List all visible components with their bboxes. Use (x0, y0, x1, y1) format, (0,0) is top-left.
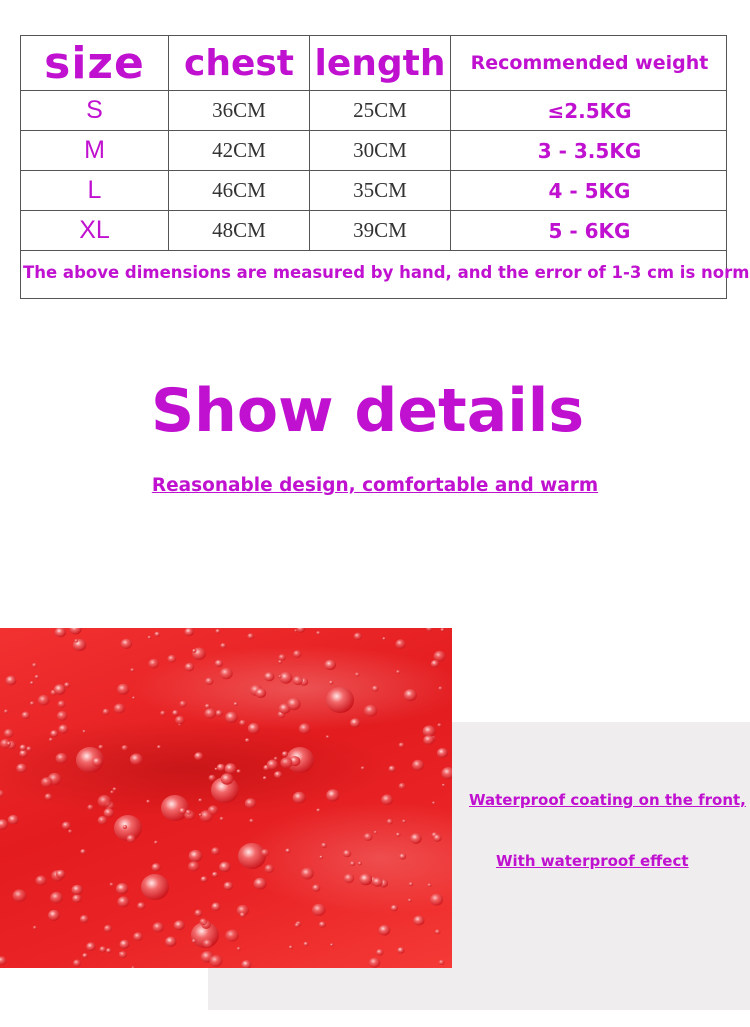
water-drop (423, 726, 436, 737)
water-drop (299, 723, 311, 734)
cell-size (21, 131, 169, 170)
weight-value: 4 - 5KG (548, 178, 631, 203)
water-drop (219, 862, 231, 872)
water-drop (361, 766, 365, 770)
water-drop (26, 746, 32, 751)
water-drop (402, 820, 406, 824)
water-drop (220, 817, 224, 821)
water-drop (200, 918, 208, 925)
table-row (21, 211, 726, 251)
size-value: S (86, 96, 103, 124)
water-drop (153, 922, 164, 932)
water-drop (130, 668, 134, 672)
water-drop (216, 629, 221, 633)
water-drop (116, 883, 128, 894)
weight-value: 5 - 6KG (548, 218, 631, 243)
water-drop (211, 847, 220, 855)
water-drop (133, 932, 143, 941)
measurement-note-row (21, 251, 750, 298)
header-size (21, 36, 169, 90)
water-drop (225, 930, 239, 942)
water-drop (41, 777, 52, 787)
water-drop (185, 663, 194, 671)
water-drop (399, 783, 406, 789)
water-drop (30, 681, 34, 685)
water-drop (113, 787, 117, 791)
water-drop (382, 637, 385, 640)
water-drop (237, 947, 241, 951)
water-drop (86, 942, 95, 951)
water-drop (293, 792, 306, 804)
water-drop (239, 720, 246, 726)
water-drop (127, 835, 136, 843)
water-drop (410, 833, 422, 844)
water-drop (72, 894, 81, 902)
water-drop (397, 947, 404, 953)
water-drop (110, 791, 114, 794)
cell-length (310, 91, 451, 130)
water-drop (321, 843, 327, 848)
water-drop (389, 766, 396, 772)
water-drop (399, 743, 405, 748)
water-drop (54, 684, 66, 695)
water-drop (304, 942, 309, 947)
water-drop (225, 763, 237, 774)
water-drop (22, 712, 30, 720)
cell-chest (169, 131, 310, 170)
water-drop (212, 872, 218, 877)
water-drop (167, 655, 176, 663)
water-drop (68, 830, 72, 834)
water-drop (374, 831, 377, 834)
water-drop (154, 841, 158, 845)
water-drop (437, 723, 441, 727)
water-drop (289, 946, 293, 950)
waterproof-fabric-image (0, 628, 452, 968)
water-drop (428, 883, 432, 887)
water-drop (408, 899, 412, 902)
water-drop (241, 960, 251, 968)
water-drop (123, 825, 127, 829)
water-drop (0, 790, 4, 797)
water-drop (364, 705, 377, 717)
size-value: M (84, 136, 105, 164)
water-drop (73, 960, 81, 967)
water-drop (369, 958, 380, 968)
cell-weight (451, 131, 728, 170)
water-drop (194, 910, 202, 917)
water-drop (148, 659, 159, 669)
water-drop (220, 668, 233, 680)
water-drop (45, 793, 53, 800)
water-drop (199, 813, 202, 816)
water-drop (395, 639, 405, 648)
water-drop (437, 748, 448, 758)
water-drop (201, 876, 208, 882)
water-drop (87, 805, 93, 811)
water-drop (117, 896, 129, 907)
water-drop (319, 856, 323, 859)
header-size-text: size (44, 37, 145, 89)
water-drop (354, 633, 362, 640)
water-drop (175, 716, 185, 725)
water-drop (316, 631, 320, 635)
water-drop (350, 861, 355, 866)
water-drop (264, 672, 274, 681)
chest-value: 46CM (212, 178, 266, 202)
water-drop (359, 874, 372, 886)
water-drop (293, 650, 301, 658)
water-drop (165, 937, 176, 947)
water-drop (220, 643, 226, 648)
water-drop (247, 633, 254, 639)
water-drop (387, 819, 393, 825)
water-drop (442, 784, 445, 787)
water-drop (146, 800, 150, 803)
water-drop (80, 915, 89, 923)
water-drop (278, 660, 282, 664)
water-drop (192, 939, 197, 943)
water-drop (261, 849, 269, 857)
water-drop (152, 863, 161, 871)
water-drop (50, 730, 58, 737)
water-drop (326, 789, 339, 801)
water-drop (8, 815, 19, 825)
water-drop (179, 701, 186, 708)
water-drop (49, 738, 53, 742)
length-value: 25CM (353, 98, 407, 122)
water-drop (432, 801, 435, 804)
water-drop (312, 884, 320, 891)
water-drop (122, 745, 129, 751)
details-subtitle: Reasonable design, comfortable and warm (151, 475, 599, 496)
water-drop (104, 925, 112, 932)
water-drop (442, 767, 453, 779)
water-drop (439, 960, 445, 965)
water-drop (33, 926, 37, 930)
water-drop (267, 760, 278, 770)
water-drop (221, 773, 234, 784)
water-drop (194, 752, 203, 760)
water-drop (0, 956, 7, 965)
water-drop (99, 946, 106, 952)
water-drop (137, 902, 145, 909)
water-drop (211, 903, 220, 911)
water-drop (192, 649, 196, 653)
length-value: 39CM (353, 218, 407, 242)
water-drop (217, 764, 225, 771)
water-drop (399, 853, 406, 859)
water-drop (295, 923, 300, 928)
cell-chest (169, 91, 310, 130)
water-droplets (0, 628, 452, 968)
water-drop (245, 798, 256, 808)
cell-length (310, 131, 451, 170)
cell-weight (451, 91, 728, 130)
water-drop (376, 949, 383, 956)
water-drop (287, 698, 301, 710)
water-drop (343, 850, 351, 858)
water-drop (249, 819, 253, 823)
water-drop (6, 676, 17, 686)
water-drop (434, 651, 446, 662)
water-drop (198, 799, 202, 802)
water-drop (154, 632, 160, 637)
water-drop (56, 870, 65, 879)
water-drop (234, 702, 238, 706)
water-drop (245, 738, 250, 742)
header-length-text: length (314, 42, 446, 84)
water-drop (117, 684, 129, 695)
size-value: XL (79, 216, 110, 244)
measurement-note: The above dimensions are measured by hand, and the error of 1-3 cm is norm (23, 263, 750, 282)
water-drop (364, 833, 373, 841)
water-drop (82, 953, 88, 958)
cell-weight (451, 211, 728, 250)
water-drop (4, 729, 14, 738)
water-drop (301, 868, 314, 880)
water-drop (423, 735, 434, 745)
water-drop (274, 771, 282, 778)
water-drop (48, 910, 60, 921)
water-drop (274, 757, 278, 761)
water-drop (58, 725, 68, 734)
water-drop (441, 628, 445, 632)
water-drop (74, 639, 78, 643)
water-drop (7, 742, 12, 746)
water-drop (248, 723, 260, 734)
cell-size (21, 91, 169, 130)
cell-chest (169, 171, 310, 210)
water-drop (215, 660, 223, 667)
water-drop (98, 795, 112, 807)
water-drop (120, 940, 130, 949)
water-drop (240, 912, 246, 917)
water-drop (141, 874, 169, 900)
water-drop (293, 676, 303, 685)
water-drop (208, 805, 218, 814)
water-drop (282, 751, 288, 757)
water-drop (70, 628, 82, 635)
water-drop (172, 710, 178, 716)
water-drop (185, 628, 194, 636)
water-drop (13, 889, 27, 902)
water-drop (278, 654, 285, 661)
water-drop (186, 810, 192, 815)
water-drop (326, 687, 354, 713)
water-drop (114, 704, 125, 714)
size-table (20, 35, 750, 299)
water-drop (98, 745, 103, 750)
water-drop (83, 730, 86, 733)
water-drop (215, 710, 222, 717)
water-drop (38, 695, 50, 706)
water-drop (160, 711, 166, 716)
water-drop (329, 681, 333, 685)
water-drop (413, 916, 424, 926)
water-drop (312, 904, 326, 916)
water-drop (297, 628, 305, 633)
water-drop (438, 686, 442, 690)
water-drop (205, 704, 210, 709)
water-drop (263, 776, 267, 780)
cell-weight (451, 171, 728, 210)
cell-length (310, 171, 451, 210)
water-drop (119, 951, 127, 958)
water-drop (104, 808, 114, 817)
length-value: 30CM (353, 138, 407, 162)
water-drop (285, 848, 290, 853)
water-drop (435, 929, 441, 934)
table-row (21, 171, 726, 211)
water-drop (412, 760, 424, 771)
table-row (21, 91, 726, 131)
weight-value: 3 - 3.5KG (537, 138, 642, 163)
table-row (21, 131, 726, 171)
water-drop (372, 877, 383, 886)
water-drop (210, 955, 223, 967)
water-drop (72, 885, 83, 895)
water-drop (355, 672, 360, 676)
water-drop (0, 819, 8, 829)
water-drop (430, 894, 443, 906)
water-drop (237, 769, 241, 773)
water-drop (224, 882, 233, 890)
water-drop (92, 757, 103, 766)
water-drop (189, 850, 203, 862)
water-drop (188, 861, 199, 871)
water-drop (30, 701, 35, 705)
water-drop (132, 696, 135, 699)
water-drop (209, 775, 216, 781)
water-drop (106, 948, 112, 953)
water-drop (379, 925, 391, 936)
details-title: Show details (150, 376, 585, 446)
water-drop (426, 628, 432, 632)
table-header-row (21, 36, 726, 91)
waterproof-effect-caption: With waterproof effect (496, 852, 689, 870)
water-drop (16, 764, 26, 773)
water-drop (130, 754, 143, 766)
water-drop (80, 849, 86, 854)
water-drop (157, 745, 161, 748)
header-weight-text: Recommended weight (470, 52, 709, 74)
chest-value: 42CM (212, 138, 266, 162)
water-drop (225, 712, 238, 723)
water-drop (204, 708, 216, 718)
water-drop (174, 920, 185, 930)
water-drop (98, 816, 108, 825)
water-drop (330, 943, 333, 946)
length-value: 35CM (353, 178, 407, 202)
water-drop (280, 757, 292, 768)
water-drop (121, 639, 132, 649)
water-drop (326, 735, 329, 738)
cell-size (21, 171, 169, 210)
water-drop (316, 809, 320, 813)
size-value: L (87, 176, 102, 204)
water-drop (324, 660, 336, 670)
chest-value: 36CM (212, 98, 266, 122)
water-drop (404, 689, 417, 701)
water-drop (396, 670, 400, 674)
cell-length (310, 211, 451, 250)
water-drop (205, 678, 213, 685)
water-drop (433, 834, 441, 841)
water-drop (254, 878, 267, 890)
water-drop (50, 892, 63, 904)
water-drop (64, 682, 70, 687)
water-drop (36, 876, 47, 886)
waterproof-caption: Waterproof coating on the front, (469, 791, 746, 809)
water-drop (103, 709, 110, 715)
water-drop (278, 675, 281, 678)
water-drop (350, 718, 360, 727)
header-chest (169, 36, 310, 90)
water-drop (32, 663, 37, 668)
water-drop (55, 628, 66, 637)
water-drop (19, 750, 27, 757)
header-weight (451, 36, 728, 90)
header-length (310, 36, 451, 90)
water-drop (279, 672, 292, 684)
water-drop (396, 833, 401, 837)
header-chest-text: chest (183, 42, 295, 84)
water-drop (110, 883, 114, 887)
cell-chest (169, 211, 310, 250)
water-drop (344, 874, 355, 884)
water-drop (431, 660, 439, 667)
water-drop (265, 864, 274, 873)
water-drop (132, 966, 135, 968)
water-drop (56, 753, 68, 764)
water-drop (57, 711, 68, 721)
weight-value: ≤2.5KG (547, 98, 632, 123)
cell-size (21, 211, 169, 250)
water-drop (358, 862, 362, 866)
water-drop (319, 921, 326, 927)
water-drop (409, 882, 414, 886)
water-drop (148, 636, 152, 639)
water-drop (35, 675, 40, 679)
water-drop (372, 686, 379, 692)
water-drop (62, 822, 71, 830)
water-drop (20, 745, 27, 751)
water-drop (4, 709, 8, 713)
water-drop (255, 688, 266, 698)
chest-value: 48CM (212, 218, 266, 242)
water-drop (203, 939, 213, 948)
water-drop (238, 843, 266, 869)
water-drop (179, 808, 186, 814)
water-drop (381, 794, 393, 805)
water-drop (391, 905, 398, 911)
water-drop (58, 701, 66, 708)
